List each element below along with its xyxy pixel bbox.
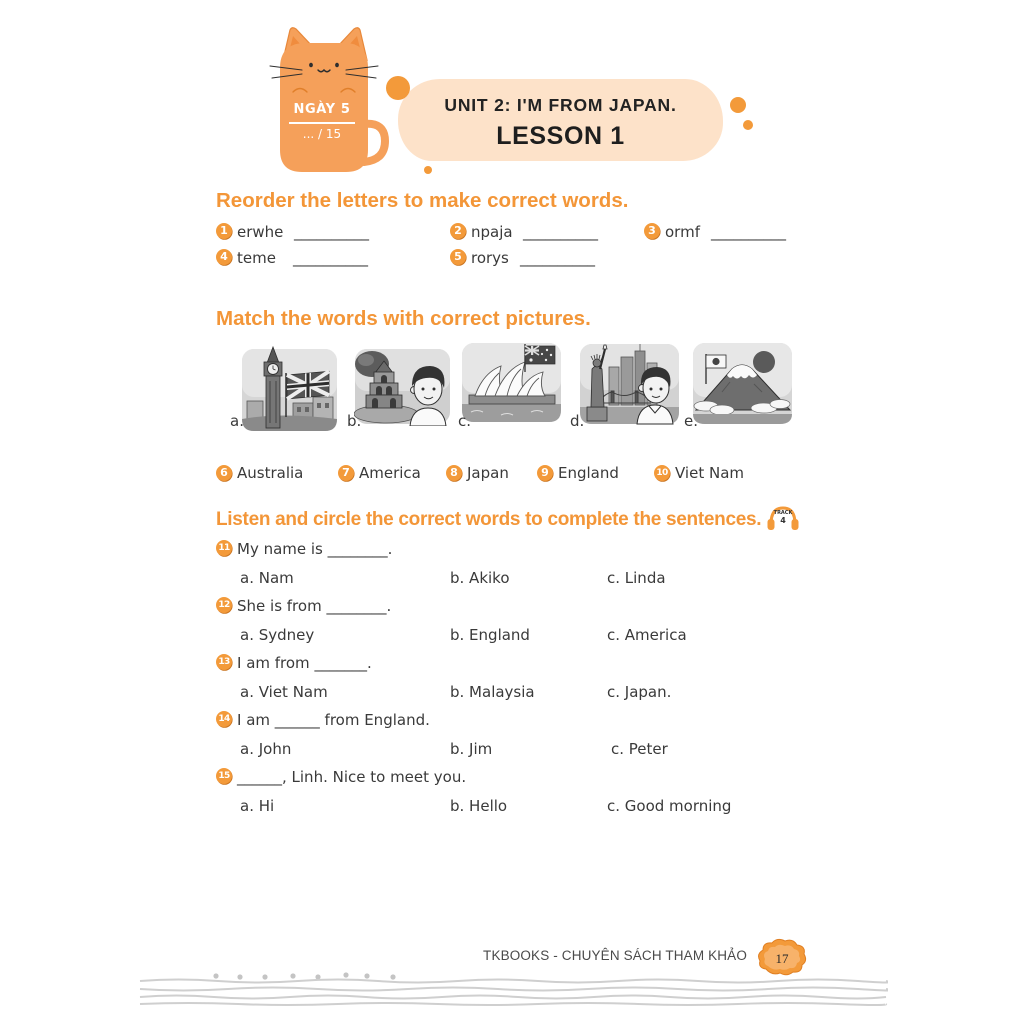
item-number: 8 [446,465,462,481]
country-word: England [558,464,619,482]
answer-blank: __________ [523,223,598,241]
turtle-tower-picture [354,348,452,426]
item-number: 5 [450,249,466,265]
banner-dot-tiny [424,166,432,174]
cat-mug-illustration [266,24,390,176]
picture-letter: c. [458,412,472,430]
answer-blank: __________ [294,223,369,241]
country-word: America [359,464,421,482]
question-number: 12 [216,597,232,613]
sun [753,351,775,373]
big-ben-picture [241,345,339,433]
track-label: TRACK [773,510,793,516]
country-word: Australia [237,464,304,482]
item-number: 1 [216,223,232,239]
question-number: 14 [216,711,232,727]
wave-lines [140,980,888,1006]
option-c: c. Linda [607,569,666,587]
option-b: b. England [450,626,530,644]
scrambled-word: teme [237,249,276,267]
question-sentence: My name is ________. [237,540,393,558]
reorder-heading: Reorder the letters to make correct words. [216,189,629,212]
option-c: c. America [607,626,687,644]
sydney-opera-house-picture [461,342,563,424]
question-number: 13 [216,654,232,670]
item-number: 4 [216,249,232,265]
option-a: a. John [240,740,292,758]
option-a: a. Viet Nam [240,683,328,701]
question-number: 11 [216,540,232,556]
boy-character [410,366,446,426]
answer-blank: __________ [520,249,595,267]
question-sentence: I am from _______. [237,654,372,672]
decorative-wave-lines [138,966,888,1008]
option-c: c. Peter [611,740,668,758]
picture-letter: b. [347,412,362,430]
picture-letter: a. [230,412,244,430]
day-progress: ... / 15 [302,127,342,141]
country-word: Japan [467,464,509,482]
option-b: b. Akiko [450,569,510,587]
item-number: 10 [654,465,670,481]
picture-letter: e. [684,412,698,430]
statue-of-liberty-picture [579,343,681,425]
option-c: c. Good morning [607,797,732,815]
unit-title: UNIT 2: I'M FROM JAPAN. [444,95,677,115]
option-a: a. Nam [240,569,294,587]
harbour-water [462,404,561,422]
scrambled-word: erwhe [237,223,284,241]
option-a: a. Sydney [240,626,315,644]
banner-dot-small [743,120,753,130]
day-divider [289,122,355,124]
scrambled-word: ormf [665,223,700,241]
lesson-title: LESSON 1 [496,122,625,150]
question-sentence: She is from ________. [237,597,392,615]
scrambled-word: npaja [471,223,513,241]
ground [693,414,792,424]
item-number: 3 [644,223,660,239]
option-a: a. Hi [240,797,275,815]
match-heading: Match the words with correct pictures. [216,307,591,330]
publisher-footer: TKBOOKS - CHUYÊN SÁCH THAM KHẢO [483,948,747,963]
item-number: 2 [450,223,466,239]
option-b: b. Malaysia [450,683,535,701]
ground [242,416,337,432]
listen-heading: Listen and circle the correct words to complete the sentences. [216,509,762,530]
question-number: 15 [216,768,232,784]
option-b: b. Hello [450,797,508,815]
scrambled-word: rorys [471,249,509,267]
track-number: 4 [780,516,786,525]
item-number: 9 [537,465,553,481]
option-b: b. Jim [450,740,493,758]
page-number: 17 [775,951,789,966]
country-word: Viet Nam [675,464,745,482]
decorative-dots [213,972,395,979]
mount-fuji-picture [692,342,794,426]
day-label: NGÀY 5 [293,102,351,117]
answer-blank: __________ [711,223,786,241]
question-sentence: ______, Linh. Nice to meet you. [237,768,467,786]
item-number: 6 [216,465,232,481]
question-sentence: I am ______ from England. [237,711,430,729]
option-c: c. Japan. [607,683,672,701]
item-number: 7 [338,465,354,481]
banner-dot-right [730,97,746,113]
picture-letter: d. [570,412,585,430]
answer-blank: __________ [293,249,368,267]
